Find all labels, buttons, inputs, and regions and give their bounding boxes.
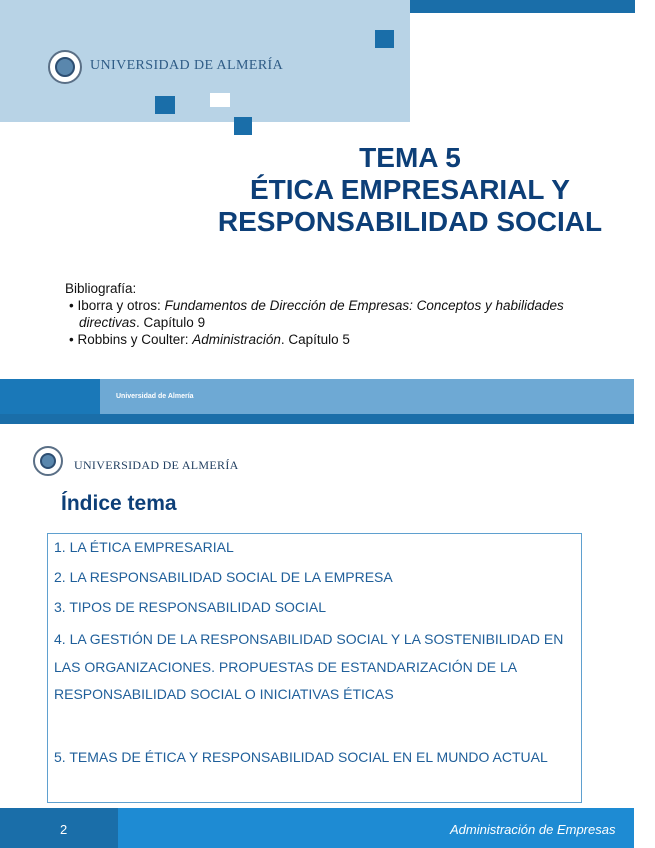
bibliography-item: • Iborra y otros: Fundamentos de Dirección de Empresas: Conceptos y habilidades directivas. Capítulo 9: [69, 298, 564, 330]
decor-square: [410, 0, 635, 13]
bibliography: [65, 280, 605, 348]
decor-square: [210, 93, 230, 107]
index-list: [47, 533, 582, 803]
item-title: Administración: [192, 332, 281, 347]
item-authors: Robbins y Coulter:: [77, 332, 193, 347]
university-name: UNIVERSIDAD DE ALMERÍA: [74, 458, 239, 472]
item-suffix: . Capítulo 9: [136, 315, 206, 330]
page-number-block: [0, 808, 118, 848]
page-number: 2: [60, 822, 68, 837]
item-title: Fundamentos de Dirección de Empresas: Conceptos y habilidades directivas: [79, 298, 564, 330]
index-item: 2. LA RESPONSABILIDAD SOCIAL DE LA EMPRESA: [54, 569, 393, 585]
university-seal-icon: [33, 446, 63, 476]
index-item: 1. LA ÉTICA EMPRESARIAL: [54, 539, 234, 555]
slide-footer-band: [0, 379, 634, 424]
index-item: 3. TIPOS DE RESPONSABILIDAD SOCIAL: [54, 599, 327, 615]
decor-square: [250, 105, 268, 122]
footer-course-name: Administración de Empresas: [450, 822, 616, 837]
decor-square: [155, 96, 175, 114]
decor-square: [394, 15, 410, 31]
bibliography-heading: Bibliografía:: [65, 281, 137, 296]
title-line: RESPONSABILIDAD SOCIAL: [217, 206, 603, 237]
title-line: TEMA 5: [359, 142, 461, 173]
index-item: 5. TEMAS DE ÉTICA Y RESPONSABILIDAD SOCIAL EN EL MUNDO ACTUAL: [54, 749, 548, 765]
index-item: 4. LA GESTIÓN DE LA RESPONSABILIDAD SOCIAL Y LA SOSTENIBILIDAD EN LAS ORGANIZACIONES. PROPUESTAS DE ESTANDARIZACIÓN DE LA RESPONSABILIDAD SOCIAL O INICIATIVAS ÉTICAS: [54, 631, 564, 702]
university-seal-icon: [48, 50, 82, 84]
decor-square: [375, 30, 394, 48]
band-strip: [0, 414, 634, 424]
band-university-text: Universidad de Almería: [116, 393, 194, 400]
university-name: UNIVERSIDAD DE ALMERÍA: [90, 58, 284, 73]
item-suffix: . Capítulo 5: [280, 332, 350, 347]
index-title: Índice tema: [61, 492, 177, 515]
item-authors: Iborra y otros:: [77, 298, 165, 313]
title-line: ÉTICA EMPRESARIAL Y: [250, 174, 570, 205]
bibliography-item: • Robbins y Coulter: Administración. Capítulo 5: [69, 332, 350, 347]
slide-title: [180, 142, 640, 238]
decor-square: [367, 54, 386, 72]
decor-square: [234, 117, 252, 135]
